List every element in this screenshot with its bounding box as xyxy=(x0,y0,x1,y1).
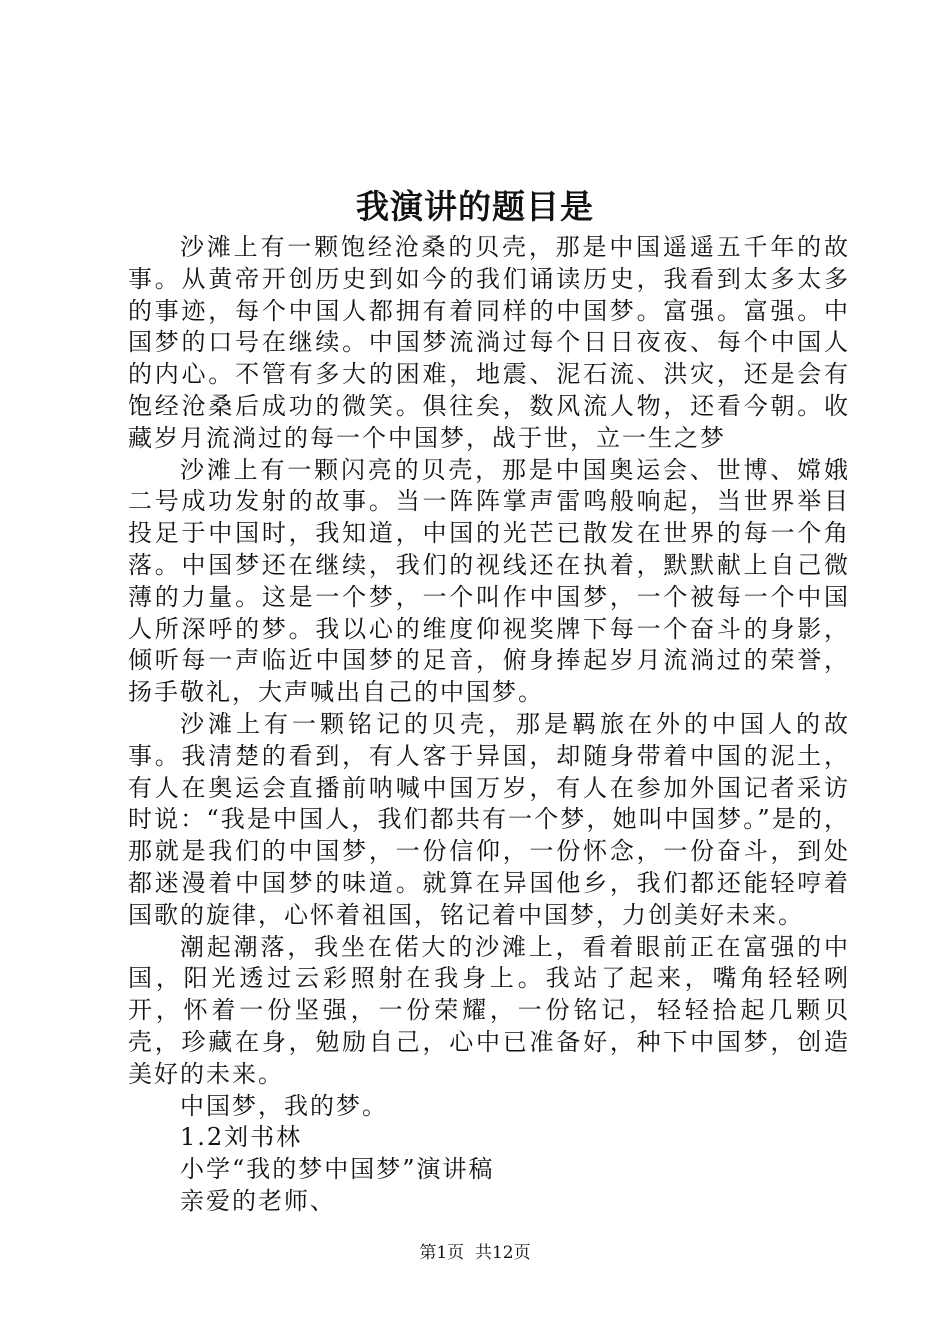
paragraph-3: 沙滩上有一颗铭记的贝壳，那是羁旅在外的中国人的故事。我清楚的看到，有人客于异国，却随身带着中国的泥土，有人在奥运会直播前呐喊中国万岁，有人在参加外国记者采访时说：“我是中国人，我们都共有一个梦，她叫中国梦。”是的，那就是我们的中国梦，一份信仰，一份怀念，一份奋斗，到处都迷漫着中国梦的味道。就算在异国他乡，我们都还能轻哼着国歌的旋律，心怀着祖国，铭记着中国梦，力创美好未来。 xyxy=(128,709,850,929)
document-body xyxy=(128,232,850,1218)
document-title: 我演讲的题目是 xyxy=(356,187,594,226)
paragraph-8: 亲爱的老师、 xyxy=(180,1186,336,1215)
paragraph-5: 中国梦，我的梦。 xyxy=(180,1091,388,1120)
page-footer xyxy=(0,1241,950,1265)
paragraph-4: 潮起潮落，我坐在偌大的沙滩上，看着眼前正在富强的中国，阳光透过云彩照射在我身上。我站了起来，嘴角轻轻咧开，怀着一份坚强，一份荣耀，一份铭记，轻轻拾起几颗贝壳，珍藏在身，勉励自己，心中已准备好，种下中国梦，创造美好的未来。 xyxy=(128,932,850,1088)
paragraph-6: 1.2刘书林 xyxy=(180,1123,303,1152)
paragraph-1: 沙滩上有一颗饱经沧桑的贝壳，那是中国遥遥五千年的故事。从黄帝开创历史到如今的我们诵读历史，我看到太多太多的事迹，每个中国人都拥有着同样的中国梦。富强。富强。中国梦的口号在继续。中国梦流淌过每个日日夜夜、每个中国人的内心。不管有多大的困难，地震、泥石流、洪灾，还是会有饱经沧桑后成功的微笑。俱往矣，数风流人物，还看今朝。收藏岁月流淌过的每一个中国梦，战于世，立一生之梦 xyxy=(128,233,850,452)
page-number-label: 第1页 共12页 xyxy=(419,1243,531,1263)
paragraph-2: 沙滩上有一颗闪亮的贝壳，那是中国奥运会、世博、嫦娥二号成功发射的故事。当一阵阵掌声雷鸣般响起，当世界举目投足于中国时，我知道，中国的光芒已散发在世界的每一个角落。中国梦还在继续，我们的视线还在执着，默默献上自己微薄的力量。这是一个梦，一个叫作中国梦，一个被每一个中国人所深呼的梦。我以心的维度仰视奖牌下每一个奋斗的身影，倾听每一声临近中国梦的足音，俯身捧起岁月流淌过的荣誉，扬手敬礼，大声喊出自己的中国梦。 xyxy=(128,455,850,707)
paragraph-7: 小学“我的梦中国梦”演讲稿 xyxy=(180,1155,495,1184)
